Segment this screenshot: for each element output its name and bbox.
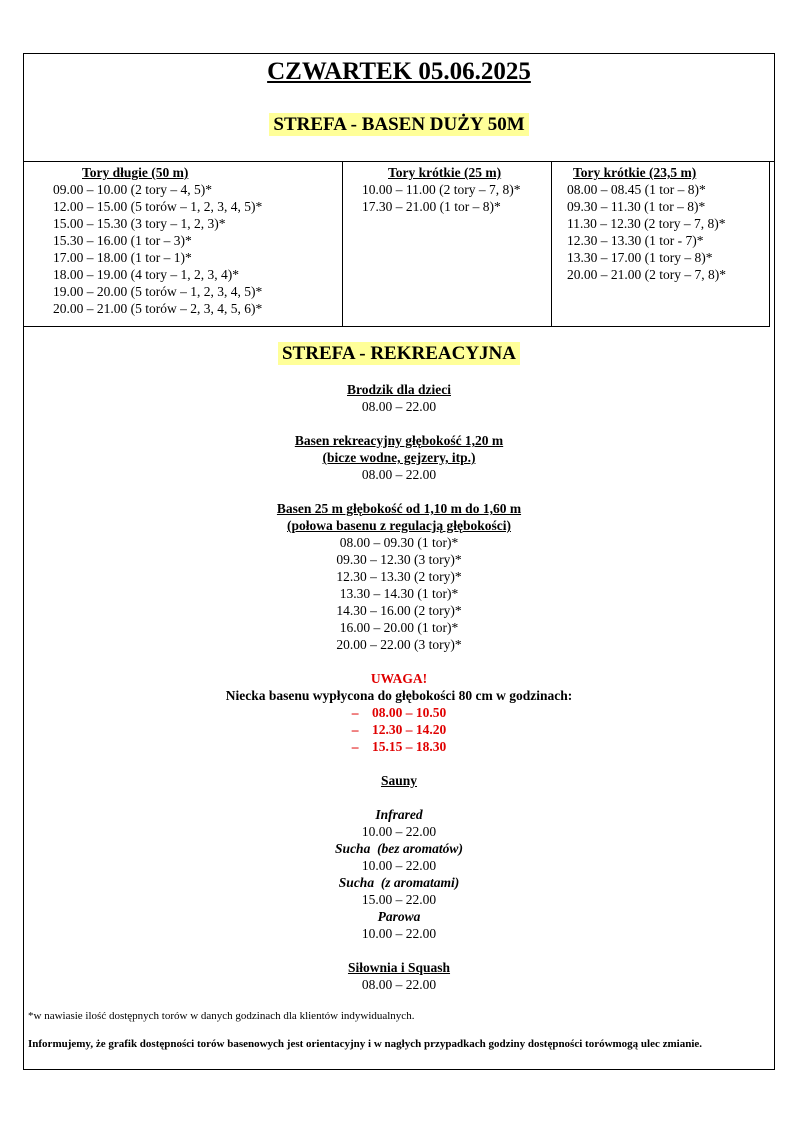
short-lanes-25-column bbox=[342, 162, 551, 326]
pool-25m-row: 13.30 – 14.30 (1 tor)* bbox=[339, 586, 459, 601]
short-lanes-25-row: 10.00 – 11.00 (2 tory – 7, 8)* bbox=[362, 182, 521, 197]
sauna-hours: 10.00 – 22.00 bbox=[361, 824, 437, 839]
long-lanes-row: 12.00 – 15.00 (5 torów – 1, 2, 3, 4, 5)* bbox=[53, 199, 263, 214]
long-lanes-column bbox=[24, 162, 342, 326]
long-lanes-row: 15.30 – 16.00 (1 tor – 3)* bbox=[53, 233, 192, 248]
lanes-table bbox=[24, 162, 770, 327]
sauna-name: Sucha (bez aromatów) bbox=[335, 841, 463, 856]
warning-row: – 12.30 – 14.20 bbox=[351, 722, 447, 737]
gym-squash-hours: 08.00 – 22.00 bbox=[361, 977, 437, 992]
footnote: *w nawiasie ilość dostępnych torów w danych godzinach dla klientów indywidualnych. bbox=[28, 1010, 415, 1022]
long-lanes-row: 18.00 – 19.00 (4 tory – 1, 2, 3, 4)* bbox=[53, 267, 239, 282]
pool-25m-row: 14.30 – 16.00 (2 tory)* bbox=[336, 603, 462, 618]
short-lanes-23-5-row: 09.30 – 11.30 (1 tor – 8)* bbox=[567, 199, 706, 214]
short-lanes-23-5-row: 11.30 – 12.30 (2 tory – 7, 8)* bbox=[567, 216, 726, 231]
pool-25m-row: 20.00 – 22.00 (3 tory)* bbox=[336, 637, 462, 652]
long-lanes-row: 15.00 – 15.30 (3 tory – 1, 2, 3)* bbox=[53, 216, 226, 231]
zone-title-recreation: STREFA - REKREACYJNA bbox=[24, 342, 774, 366]
warning-row: – 08.00 – 10.50 bbox=[351, 705, 447, 720]
short-lanes-23-5-row: 13.30 – 17.00 (1 tory – 8)* bbox=[567, 250, 713, 265]
schedule-frame bbox=[23, 53, 775, 1070]
zone-title-pool-50m: STREFA - BASEN DUŻY 50M bbox=[24, 114, 774, 136]
short-lanes-23-5-heading: Tory krótkie (23,5 m) bbox=[573, 165, 697, 180]
header-section bbox=[24, 54, 774, 162]
pool-25m-row: 08.00 – 09.30 (1 tor)* bbox=[339, 535, 459, 550]
long-lanes-row: 19.00 – 20.00 (5 torów – 1, 2, 3, 4, 5)* bbox=[53, 284, 263, 299]
short-lanes-25-row: 17.30 – 21.00 (1 tor – 8)* bbox=[362, 199, 501, 214]
long-lanes-row: 20.00 – 21.00 (5 torów – 2, 3, 4, 5, 6)* bbox=[53, 301, 263, 316]
warning-text: Niecka basenu wypłycona do głębokości 80 cm w godzinach: bbox=[225, 688, 573, 703]
short-lanes-25-heading: Tory krótkie (25 m) bbox=[388, 165, 502, 180]
sauna-hours: 10.00 – 22.00 bbox=[361, 858, 437, 873]
warning-label: UWAGA! bbox=[370, 671, 428, 686]
pool-25m-row: 12.30 – 13.30 (2 tory)* bbox=[336, 569, 462, 584]
rec-pool-hours: 08.00 – 22.00 bbox=[361, 467, 437, 482]
long-lanes-row: 09.00 – 10.00 (2 tory – 4, 5)* bbox=[53, 182, 212, 197]
long-lanes-heading: Tory długie (50 m) bbox=[82, 165, 189, 180]
short-lanes-23-5-row: 08.00 – 08.45 (1 tor – 8)* bbox=[567, 182, 706, 197]
pool-25m-row: 09.30 – 12.30 (3 tory)* bbox=[336, 552, 462, 567]
saunas-heading: Sauny bbox=[380, 773, 418, 788]
page-title: CZWARTEK 05.06.2025 bbox=[267, 58, 531, 85]
pool-25m-heading: Basen 25 m głębokość od 1,10 m do 1,60 m bbox=[276, 501, 522, 516]
pool-25m-row: 16.00 – 20.00 (1 tor)* bbox=[339, 620, 459, 635]
notes-section bbox=[24, 1009, 774, 1051]
long-lanes-row: 17.00 – 18.00 (1 tor – 1)* bbox=[53, 250, 192, 265]
recreation-section bbox=[24, 342, 774, 993]
sauna-name: Sucha (z aromatami) bbox=[338, 875, 460, 890]
info-note: Informujemy, że grafik dostępności torów basenowych jest orientacyjny i w nagłych przypadkach godziny dostępności torówmogą ulec zmianie. bbox=[28, 1038, 703, 1050]
sauna-hours: 15.00 – 22.00 bbox=[361, 892, 437, 907]
short-lanes-23-5-row: 20.00 – 21.00 (2 tory – 7, 8)* bbox=[567, 267, 726, 282]
short-lanes-23-5-row: 12.30 – 13.30 (1 tor - 7)* bbox=[567, 233, 704, 248]
short-lanes-23-5-column bbox=[551, 162, 769, 326]
kids-pool-heading: Brodzik dla dzieci bbox=[346, 382, 451, 397]
gym-squash-heading: Siłownia i Squash bbox=[347, 960, 451, 975]
sauna-name: Parowa bbox=[377, 909, 421, 924]
sauna-hours: 10.00 – 22.00 bbox=[361, 926, 437, 941]
rec-pool-subheading: (bicze wodne, gejzery, itp.) bbox=[322, 450, 476, 465]
warning-row: – 15.15 – 18.30 bbox=[351, 739, 447, 754]
pool-25m-subheading: (połowa basenu z regulacją głębokości) bbox=[286, 518, 511, 533]
kids-pool-hours: 08.00 – 22.00 bbox=[361, 399, 437, 414]
sauna-name: Infrared bbox=[375, 807, 423, 822]
rec-pool-heading: Basen rekreacyjny głębokość 1,20 m bbox=[294, 433, 504, 448]
